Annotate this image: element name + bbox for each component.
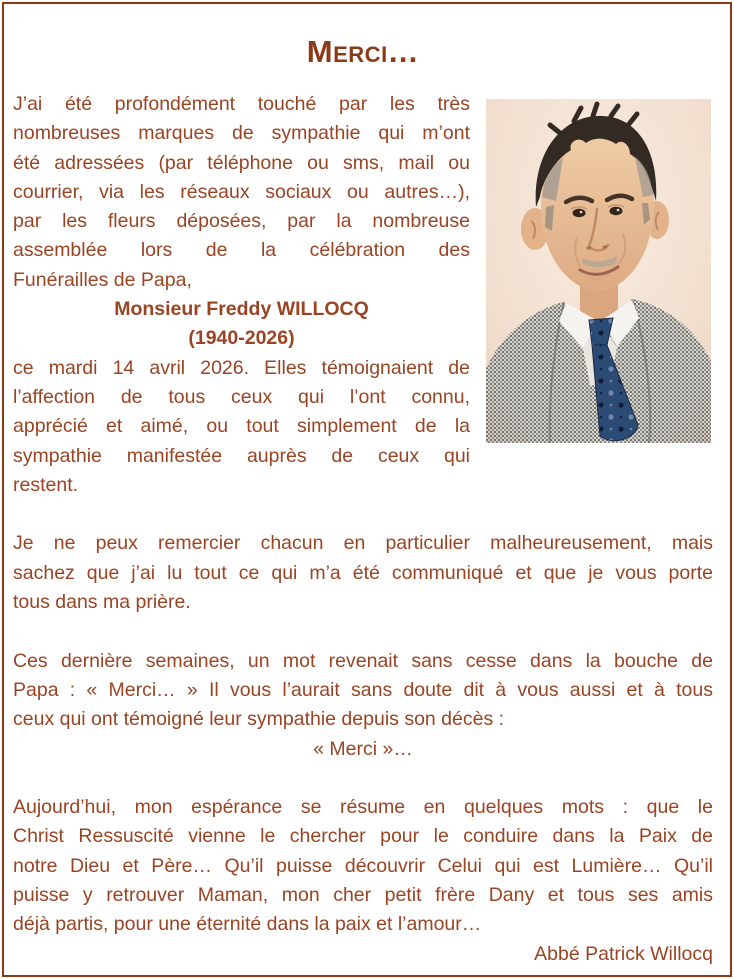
- paragraph-line: assemblée lors de la célébration des: [13, 239, 470, 262]
- portrait-photo: [486, 99, 711, 443]
- paragraph-line: sachez que j’ai lu tout ce qui m’a été communiqué et que je vous porte: [13, 561, 713, 584]
- paragraph-line: notre Dieu et Père… Qu’il puisse découvrir Celui qui est Lumière… Qu’il: [13, 854, 713, 877]
- paragraph-line: Ces dernière semaines, un mot revenait sans cesse dans la bouche de: [13, 649, 713, 672]
- blank-line: [13, 617, 713, 646]
- paragraph-line: ceux qui ont témoigné leur sympathie depuis son décès :: [13, 708, 505, 731]
- paragraph-line: tous dans ma prière.: [13, 591, 191, 614]
- paragraph-line: l’affection de tous ceux qui l’ont connu,: [13, 385, 470, 408]
- paragraph-line: par les fleurs déposées, par la nombreuse: [13, 210, 470, 233]
- paragraph-line: Papa : « Merci… » Il vous l’aurait sans doute dit à vous aussi et à tous: [13, 678, 713, 701]
- paragraph-line: nombreuses marques de sympathie qui m’ont: [13, 122, 470, 145]
- signature: Abbé Patrick Willocq: [534, 942, 713, 965]
- paragraph-line: restent.: [13, 473, 79, 496]
- paragraph-line: courrier, via les réseaux sociaux ou autres…),: [13, 180, 470, 203]
- paragraph-line: Aujourd’hui, mon espérance se résume en quelques mots : que le: [13, 796, 713, 819]
- paragraph-line: J’ai été profondément touché par les très: [13, 93, 470, 115]
- deceased-name: Monsieur Freddy WILLOCQ: [114, 298, 369, 321]
- paragraph-line: Funérailles de Papa,: [13, 268, 192, 291]
- paragraph-line: ce mardi 14 avril 2026. Elles témoignaient de: [13, 356, 470, 379]
- paragraph-line: déjà partis, pour une éternité dans la paix et l’amour…: [13, 913, 482, 936]
- paragraph-line: Je ne peux remercier chacun en particulier malheureusement, mais: [13, 532, 713, 555]
- document-title: Merci…: [306, 34, 420, 69]
- deceased-dates: (1940-2026): [188, 327, 295, 350]
- paragraph-line: puisse y retrouver Maman, mon cher petit frère Dany et tous ses amis: [13, 884, 713, 907]
- closing-merci: « Merci »…: [313, 737, 413, 760]
- portrait-photo-art: [486, 99, 711, 443]
- paragraph-line: été adressées (par téléphone ou sms, mail ou: [13, 151, 470, 174]
- blank-line: [13, 764, 713, 793]
- paragraph-line: apprécié et aimé, ou tout simplement de la: [13, 415, 470, 438]
- blank-line: [13, 500, 713, 529]
- paragraph-line: Christ Ressuscité vienne le chercher pour le conduire dans la Paix de: [13, 825, 713, 848]
- paragraph-line: sympathie manifestée auprès de ceux qui: [13, 444, 470, 467]
